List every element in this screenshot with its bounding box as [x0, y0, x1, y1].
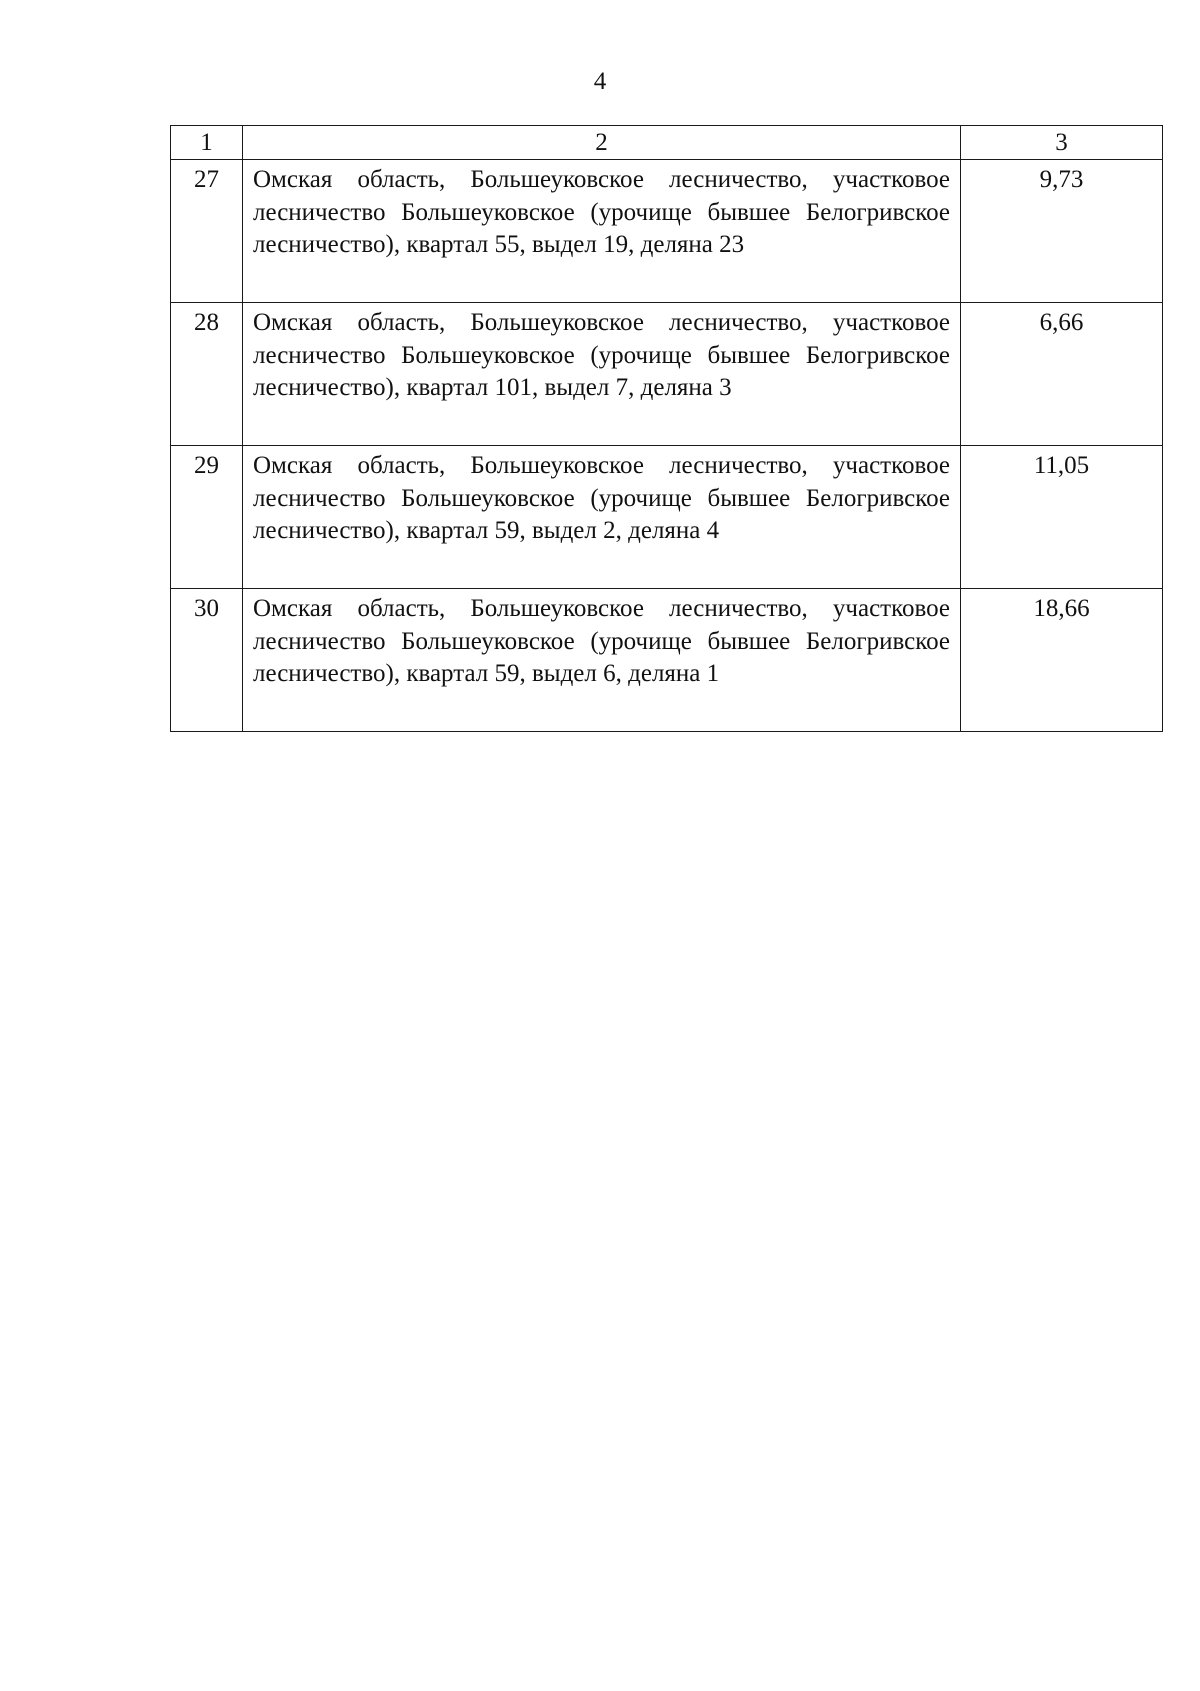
area-value-cell: 9,73 — [961, 160, 1163, 303]
table-row — [171, 446, 1163, 589]
row-number-cell: 29 — [171, 446, 243, 589]
row-number-cell: 27 — [171, 160, 243, 303]
location-description-cell: Омская область, Большеуковское лесничество, участковое лесничество Большеуковское (урочище бывшее Белогривское лесничество), квартал 59, выдел 6, деляна 1 — [243, 589, 961, 732]
table-header — [171, 126, 1163, 160]
page-number: 4 — [593, 68, 607, 95]
table-row — [171, 160, 1163, 303]
location-description-cell: Омская область, Большеуковское лесничество, участковое лесничество Большеуковское (урочище бывшее Белогривское лесничество), квартал 59, выдел 2, деляна 4 — [243, 446, 961, 589]
table-body — [171, 160, 1163, 732]
table-header-row — [171, 126, 1163, 160]
column-header-3: 3 — [961, 126, 1163, 160]
forestry-plots-table — [170, 125, 1163, 732]
area-value-cell: 6,66 — [961, 303, 1163, 446]
row-number-cell: 28 — [171, 303, 243, 446]
area-value-cell: 11,05 — [961, 446, 1163, 589]
location-description-cell: Омская область, Большеуковское лесничество, участковое лесничество Большеуковское (урочище бывшее Белогривское лесничество), квартал 55, выдел 19, деляна 23 — [243, 160, 961, 303]
column-header-2: 2 — [243, 126, 961, 160]
area-value-cell: 18,66 — [961, 589, 1163, 732]
table-row — [171, 589, 1163, 732]
row-number-cell: 30 — [171, 589, 243, 732]
location-description-cell: Омская область, Большеуковское лесничество, участковое лесничество Большеуковское (урочище бывшее Белогривское лесничество), квартал 101, выдел 7, деляна 3 — [243, 303, 961, 446]
table-row — [171, 303, 1163, 446]
column-header-1: 1 — [171, 126, 243, 160]
